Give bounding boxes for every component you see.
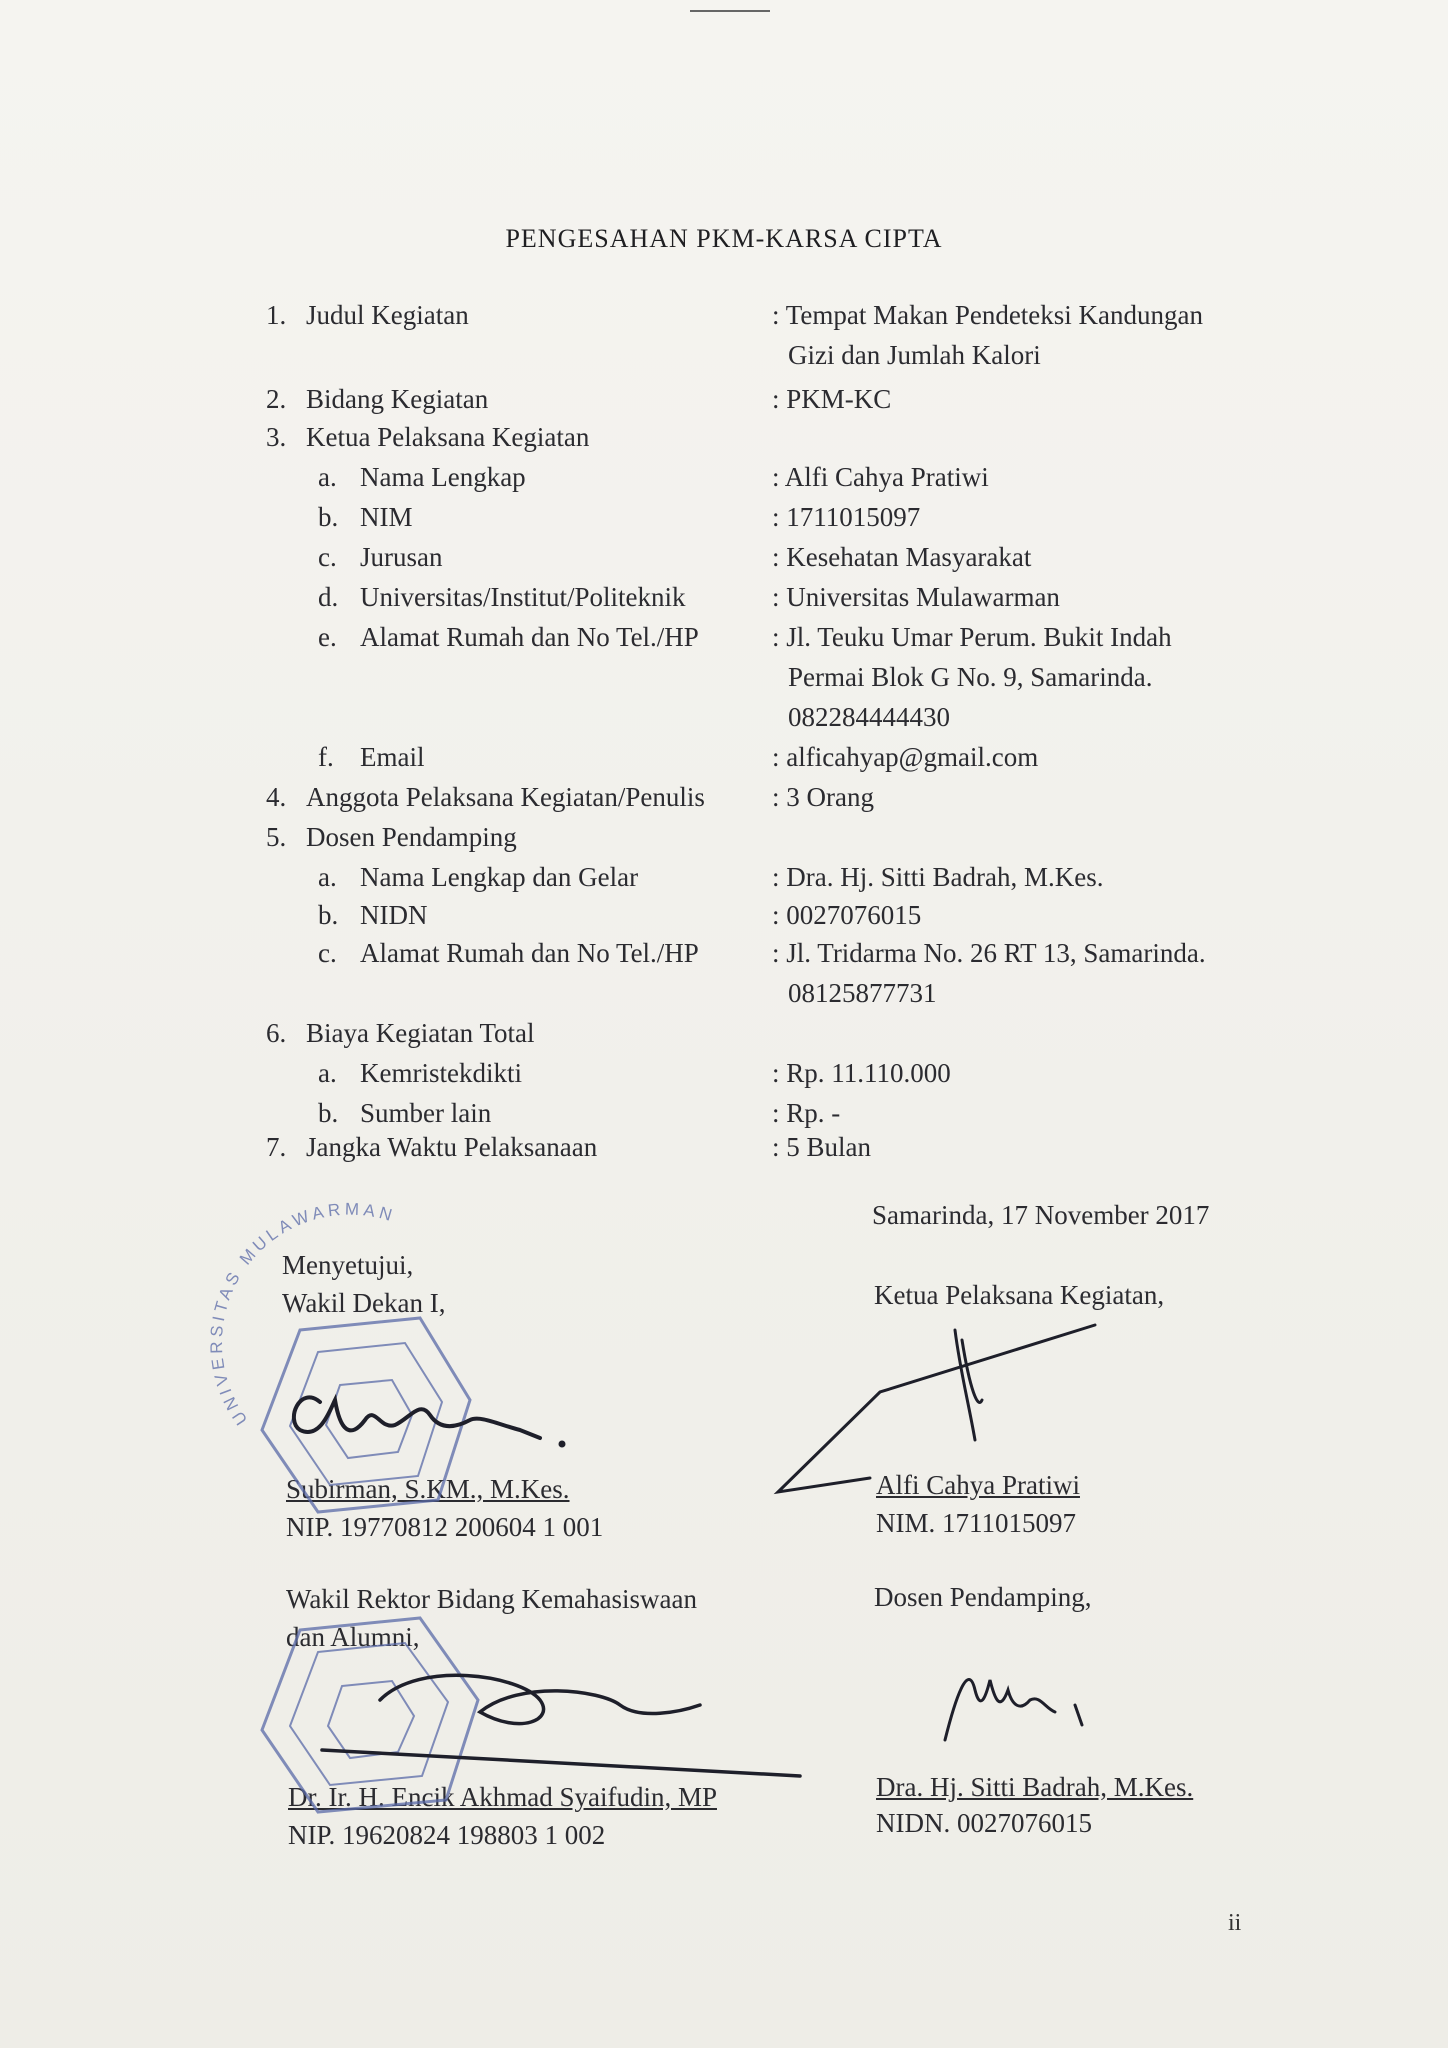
field-value: : Dra. Hj. Sitti Badrah, M.Kes. (772, 862, 1104, 892)
row-number: 1. (266, 300, 287, 330)
advisor-nidn: NIDN. 0027076015 (876, 1808, 1092, 1838)
row-number: 7. (266, 1132, 287, 1162)
vice-dean-title: Wakil Dekan I, (282, 1288, 446, 1318)
row-sub-letter: d. (318, 582, 339, 612)
vice-rector-title: Wakil Rektor Bidang Kemahasiswaan (286, 1584, 697, 1614)
field-label: NIM (360, 502, 413, 532)
field-value-continued: 08125877731 (788, 978, 937, 1008)
field-value: : Jl. Teuku Umar Perum. Bukit Indah (772, 622, 1172, 652)
page-number: ii (1228, 1910, 1242, 1936)
row-sub-letter: a. (318, 462, 337, 492)
leader-signature (778, 1325, 1095, 1492)
field-label: Nama Lengkap (360, 462, 526, 492)
vice-dean-nip: NIP. 19770812 200604 1 001 (286, 1512, 604, 1542)
field-value: : PKM-KC (772, 384, 892, 414)
university-stamp-1 (207, 1199, 470, 1512)
field-value: : 5 Bulan (772, 1132, 871, 1162)
vice-dean-name: Subirman, S.KM., M.Kes. (286, 1474, 570, 1504)
field-value: : Rp. 11.110.000 (772, 1058, 951, 1088)
field-label: Ketua Pelaksana Kegiatan (306, 422, 590, 452)
field-value-continued: Gizi dan Jumlah Kalori (788, 340, 1041, 370)
vice-rector-title-2: dan Alumni, (286, 1622, 420, 1652)
field-label: Bidang Kegiatan (306, 384, 489, 414)
leader-nim: NIM. 1711015097 (876, 1508, 1076, 1538)
row-sub-letter: e. (318, 622, 337, 652)
field-value: : alficahyap@gmail.com (772, 742, 1039, 772)
field-label: Jurusan (360, 542, 443, 572)
field-label: Alamat Rumah dan No Tel./HP (360, 622, 699, 652)
place-date: Samarinda, 17 November 2017 (872, 1200, 1210, 1230)
field-label: Biaya Kegiatan Total (306, 1018, 535, 1048)
field-label: NIDN (360, 900, 428, 930)
vice-rector-nip: NIP. 19620824 198803 1 002 (288, 1820, 606, 1850)
vice-rector-signature (322, 1675, 800, 1776)
field-label: Universitas/Institut/Politeknik (360, 582, 686, 612)
field-label: Jangka Waktu Pelaksanaan (306, 1132, 598, 1162)
field-label: Sumber lain (360, 1098, 492, 1128)
row-number: 4. (266, 782, 287, 812)
field-value-continued: 082284444430 (788, 702, 950, 732)
field-label: Alamat Rumah dan No Tel./HP (360, 938, 699, 968)
row-sub-letter: a. (318, 862, 337, 892)
row-number: 5. (266, 822, 287, 852)
leader-name: Alfi Cahya Pratiwi (876, 1470, 1080, 1500)
row-sub-letter: b. (318, 900, 339, 930)
field-value: : 1711015097 (772, 502, 921, 532)
row-sub-letter: c. (318, 542, 337, 572)
row-sub-letter: a. (318, 1058, 337, 1088)
field-value: : Jl. Tridarma No. 26 RT 13, Samarinda. (772, 938, 1206, 968)
field-value: : 0027076015 (772, 900, 922, 930)
leader-title: Ketua Pelaksana Kegiatan, (874, 1280, 1165, 1310)
page-title: PENGESAHAN PKM-KARSA CIPTA (505, 224, 943, 253)
university-stamp-2 (262, 1618, 478, 1812)
row-number: 6. (266, 1018, 287, 1048)
field-value: : Kesehatan Masyarakat (772, 542, 1032, 572)
field-label: Dosen Pendamping (306, 822, 517, 852)
field-label: Judul Kegiatan (306, 300, 469, 330)
field-value: : Alfi Cahya Pratiwi (772, 462, 989, 492)
row-sub-letter: c. (318, 938, 337, 968)
row-sub-letter: b. (318, 1098, 339, 1128)
field-label: Nama Lengkap dan Gelar (360, 862, 639, 892)
advisor-title: Dosen Pendamping, (874, 1582, 1092, 1612)
field-value-continued: Permai Blok G No. 9, Samarinda. (788, 662, 1153, 692)
advisor-signature (945, 1680, 1082, 1740)
row-number: 3. (266, 422, 287, 452)
advisor-name: Dra. Hj. Sitti Badrah, M.Kes. (876, 1772, 1194, 1802)
row-number: 2. (266, 384, 287, 414)
field-value: : Rp. - (772, 1098, 841, 1128)
row-sub-letter: f. (318, 742, 334, 772)
field-value: : Universitas Mulawarman (772, 582, 1060, 612)
approve-label: Menyetujui, (282, 1250, 414, 1280)
row-sub-letter: b. (318, 502, 339, 532)
field-label: Anggota Pelaksana Kegiatan/Penulis (306, 782, 705, 812)
vice-rector-name: Dr. Ir. H. Encik Akhmad Syaifudin, MP (288, 1782, 717, 1812)
field-label: Email (360, 742, 425, 772)
field-value: : 3 Orang (772, 782, 874, 812)
field-label: Kemristekdikti (360, 1058, 522, 1088)
stamp-text: UNIVERSITAS MULAWARMAN (206, 1199, 398, 1429)
field-value: : Tempat Makan Pendeteksi Kandungan (772, 300, 1204, 330)
